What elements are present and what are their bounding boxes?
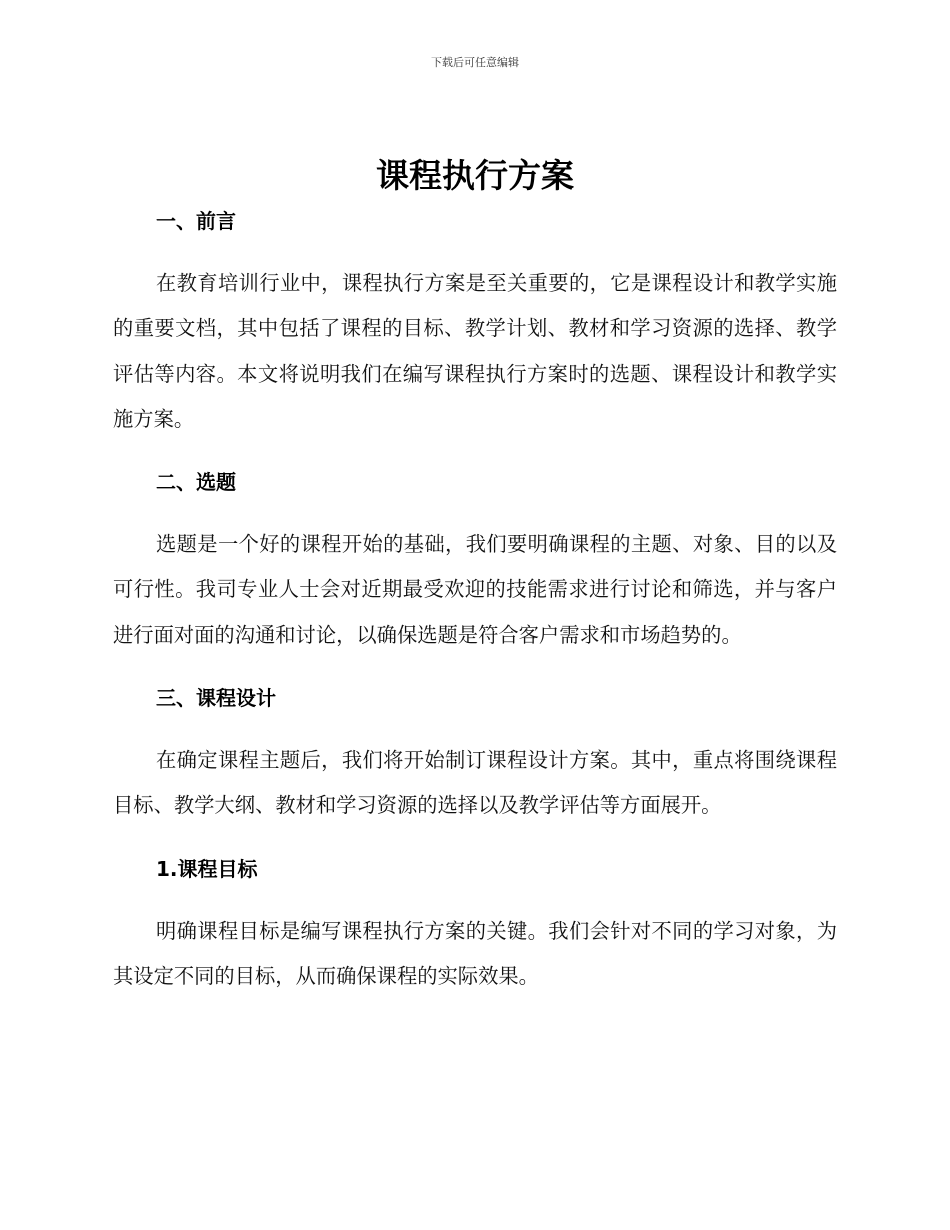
section-paragraph-course-design: 在确定课程主题后，我们将开始制订课程设计方案。其中，重点将围绕课程目标、教学大纲、教材和学习资源的选择以及教学评估等方面展开。	[113, 748, 837, 818]
section-paragraph-topic: 选题是一个好的课程开始的基础，我们要明确课程的主题、对象、目的以及可行性。我司专业人士会对近期最受欢迎的技能需求进行讨论和筛选，并与客户进行面对面的沟通和讨论，以确保选题是符合客户需求和市场趋势的。	[113, 532, 837, 647]
section-heading-topic: 二、选题	[156, 470, 236, 495]
section-paragraph-preface: 在教育培训行业中，课程执行方案是至关重要的，它是课程设计和教学实施的重要文档，其中包括了课程的目标、教学计划、教材和学习资源的选择、教学评估等内容。本文将说明我们在编写课程执行方案时的选题、课程设计和教学实施方案。	[113, 271, 837, 431]
section-heading-course-goal: 1.课程目标	[156, 856, 258, 881]
page-header-note: 下载后可任意编辑	[431, 56, 519, 69]
section-heading-preface: 一、前言	[156, 209, 236, 233]
document-title: 课程执行方案	[376, 156, 574, 195]
document-body	[113, 203, 837, 999]
section-paragraph-course-goal: 明确课程目标是编写课程执行方案的关键。我们会针对不同的学习对象，为其设定不同的目标，从而确保课程的实际效果。	[113, 918, 837, 988]
section-heading-course-design: 三、课程设计	[156, 686, 276, 711]
